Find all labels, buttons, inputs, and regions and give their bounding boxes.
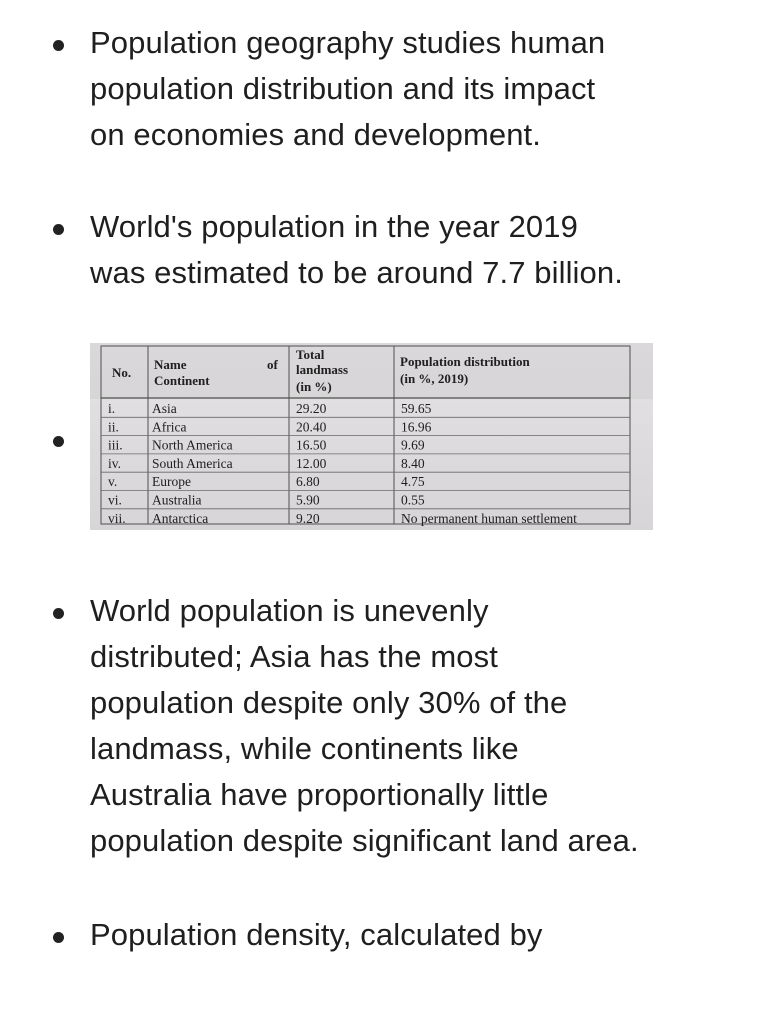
cell-continent: Asia [152,401,177,416]
header-pop-line2: (in %, 2019) [400,371,469,386]
cell-no: ii. [108,419,119,435]
table-row [108,493,425,508]
cell-continent: Antarctica [152,510,209,526]
table-row [108,438,425,453]
cell-continent: Australia [152,492,202,508]
cell-landmass: 6.80 [296,474,320,490]
cell-continent: South America [152,455,233,471]
cell-no: v. [108,474,118,490]
header-name-of: of [267,357,278,372]
cell-landmass: 5.90 [296,492,320,508]
cell-landmass: 29.20 [296,401,327,416]
cell-population: 16.96 [401,419,432,435]
bullet-dot [53,436,64,447]
cell-no: iv. [108,455,121,471]
header-name-line2: Continent [154,373,210,388]
cell-population: 0.55 [401,492,425,508]
cell-population: 9.69 [401,437,425,453]
bullet-dot [53,608,64,619]
bullet-dot [53,932,64,943]
cell-continent: North America [152,437,233,453]
bullet-text: Population geography studies human population distribution and its impact on economies and development. [90,25,606,152]
cell-population: No permanent human settlement [401,510,577,526]
cell-continent: Africa [152,419,187,435]
bullet-text: World's population in the year 2019 was estimated to be around 7.7 billion. [90,209,623,290]
table-row [108,456,425,471]
bullet-dot [53,40,64,51]
cell-population: 4.75 [401,474,425,490]
table-row [108,419,432,434]
table-row [108,401,432,416]
cell-population: 8.40 [401,455,425,471]
table-photo [90,343,653,530]
header-land-line3: (in %) [296,379,332,394]
cell-no: vii. [108,510,126,526]
cell-landmass: 12.00 [296,455,327,471]
cell-no: i. [108,401,116,416]
cell-no: iii. [108,437,123,453]
bullet-dot [53,224,64,235]
cell-no: vi. [108,492,122,508]
header-land-line1: Total [296,347,325,362]
header-name-line1: Name [154,357,187,372]
cell-population: 59.65 [401,401,432,416]
table-row [108,474,425,489]
cell-landmass: 16.50 [296,437,327,453]
header-no: No. [112,365,132,380]
continent-table [90,343,653,530]
cell-landmass: 9.20 [296,510,320,526]
header-pop-line1: Population distribution [400,354,530,369]
bullet-text: World population is unevenly distributed; Asia has the most population despite only 30% of the landmass, while continents like Australia have proportionally little population despite significant land area. [90,593,639,858]
cell-landmass: 20.40 [296,419,327,435]
bullet-text: Population density, calculated by [90,917,543,952]
header-land-line2: landmass [296,362,349,377]
cell-continent: Europe [152,474,191,490]
